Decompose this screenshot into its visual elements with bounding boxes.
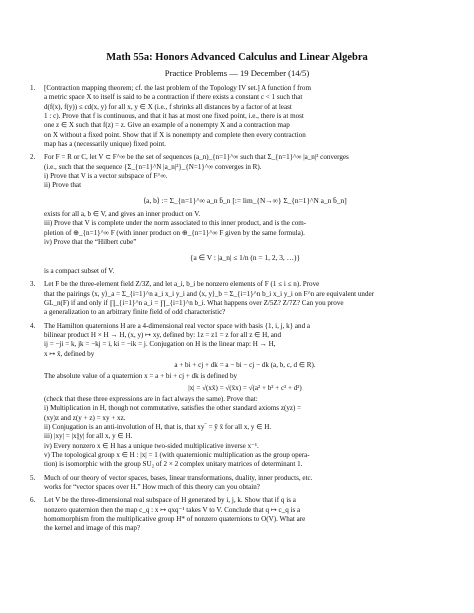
text-line: iii) |xy| = |x||y| for all x, y ∈ H. <box>44 432 133 441</box>
text-line: (xy)z and z(y + z) = xy + xz. <box>44 413 126 422</box>
text-line: iii) Prove that V is complete under the norm associated to this inner product, and is the com- <box>44 219 307 228</box>
problem-6 <box>30 496 446 533</box>
text-line: d(f(x), f(y)) ≤ cd(x, y) for all x, y ∈ X (i.e., f shrinks all distances by a factor of at least <box>44 102 292 111</box>
problem-list <box>30 84 446 538</box>
text-line: (i.e., such that the sequence {Σ_{n=1}^N |a_n|²}_{N=1}^∞ converges in R). <box>44 162 262 171</box>
text-line: homomorphism from the multiplicative group H* of nonzero quaternions to O(V). What are <box>44 515 306 524</box>
display-equation: {a ∈ V : |a_n| ≤ 1/n (n = 1, 2, 3, …)} <box>189 252 301 262</box>
problem-4 <box>30 322 446 470</box>
text-line: iv) Every nonzero x ∈ H has a unique two-sided multiplicative inverse x⁻¹. <box>44 441 259 450</box>
text-line: GL_n(F) if and only if ∏_{i=1}^n a_i = ∏_{i=1}^n b_i. What happens over Z/5Z? Z/7Z? Can you prove <box>44 298 344 307</box>
page-title: Math 55a: Honors Advanced Calculus and Linear Algebra <box>106 52 368 63</box>
text-line: nonzero quaternion then the map c_q : x ↦ qxq⁻¹ takes V to V. Conclude that q ↦ c_q is a <box>44 505 301 514</box>
text-line: i) Prove that V is a vector subspace of F^∞. <box>44 172 168 181</box>
text-line: [Contraction mapping theorem; cf. the last problem of the Topology IV set.] A function f from <box>44 84 311 92</box>
text-line: i) Multiplication in H, though not commutative, satisfies the other standard axioms z(yz) = <box>44 404 302 413</box>
text-line: exists for all a, b ∈ V, and gives an inner product on V. <box>44 210 201 219</box>
page-subtitle: Practice Problems — 19 December (14/5) <box>164 68 310 78</box>
problem-1 <box>30 84 446 149</box>
text-line: v) The topological group x ∈ H : |x| = 1 (with quaternionic multiplication as the group opera- <box>44 451 310 460</box>
text-line: bilinear product H × H → H, (x, y) ↦ xy, defined by: 1z = z1 = z for all z ∈ H, and <box>44 330 282 339</box>
problem-number: 3. <box>30 280 36 289</box>
text-line: is a compact subset of V. <box>44 266 115 275</box>
text-line: that the pairings ⟨x, y⟩_a = Σ_{i=1}^n a_i x_i y_i and ⟨x, y⟩_b = Σ_{i=1}^n b_i x_i y_i on F^n are equivalent under <box>44 289 375 298</box>
text-line: The Hamilton quaternions H are a 4-dimensional real vector space with basis {1, i, j, k} and a <box>44 321 311 330</box>
text-line: ii) Conjugation is an anti-involution of H, that is, that xy‾ = ȳ x̄ for all x, y ∈ H. <box>44 423 272 431</box>
text-line: ii) Prove that <box>44 181 82 190</box>
display-equation: |x| = √(xx̄) = √(x̄x) = √(a² + b² + c² + d²) <box>188 383 302 392</box>
text-line: a generalization to an arbitrary finite field of odd characteristic? <box>44 308 226 317</box>
text-line: one z ∈ X such that f(z) = z. Give an example of a nonempty X and a contraction map <box>44 121 290 130</box>
text-line: works for “vector spaces over H.” How much of this theory can you obtain? <box>44 483 260 492</box>
text-line: Much of our theory of vector spaces, bases, linear transformations, duality, inner products, etc. <box>44 473 313 482</box>
text-line: map has a (necessarily unique) fixed point. <box>44 140 166 149</box>
problem-3 <box>30 280 446 317</box>
problem-number: 6. <box>30 496 36 505</box>
problem-number: 5. <box>30 473 36 482</box>
text-line: The absolute value of a quaternion x = a + bi + cj + dk is defined by <box>44 372 238 381</box>
text-line: a metric space X to itself is said to be a contraction if there exists a constant c < 1 such that <box>44 93 303 102</box>
text-line: pletion of ⊕_{n=1}^∞ F (with inner product on ⊕_{n=1}^∞ F given by the same formula). <box>44 228 305 237</box>
display-equation: a + bi + cj + dk = a − bi − cj − dk (a, b, c, d ∈ R). <box>174 360 316 369</box>
text-line: x ↦ x̄, defined by <box>44 349 95 358</box>
text-line: Let V be the three-dimensional real subspace of H generated by i, j, k. Show that if q is a <box>44 496 296 505</box>
text-line: tion) is isomorphic with the group SU₂ of 2 × 2 complex unitary matrices of determinant 1. <box>44 460 303 469</box>
problem-2 <box>30 153 446 276</box>
problem-5 <box>30 474 446 493</box>
text-line: 1 : c). Prove that f is continuous, and that it has at most one fixed point, i.e., there is at most <box>44 112 304 121</box>
text-line: (check that these three expressions are in fact always the same). Prove that: <box>44 394 258 403</box>
display-equation: ⟨a, b⟩ := Σ_{n=1}^∞ a_n b̄_n [:= lim_{N→∞} Σ_{n=1}^N a_n b̄_n] <box>143 195 347 205</box>
text-line: ij = −ji = k, jk = −kj = i, ki = −ik = j. Conjugation on H is the linear map: H → H, <box>44 340 276 349</box>
text-line: the kernel and image of this map? <box>44 524 141 533</box>
text-line: For F = R or C, let V ⊂ F^∞ be the set of sequences (a_n)_{n=1}^∞ such that Σ_{n=1}^∞ |a_n|² converges <box>44 153 349 162</box>
problem-number: 1. <box>30 84 36 92</box>
text-line: iv) Prove that the “Hilbert cube” <box>44 238 137 247</box>
problem-number: 4. <box>30 321 36 330</box>
problem-number: 2. <box>30 153 36 162</box>
text-line: Let F be the three-element field Z/3Z, and let a_i, b_i be nonzero elements of F (1 ≤ i ≤ n). Prove <box>44 280 320 289</box>
text-line: on X without a fixed point. Show that if X is nonempty and complete then every contraction <box>44 130 306 139</box>
